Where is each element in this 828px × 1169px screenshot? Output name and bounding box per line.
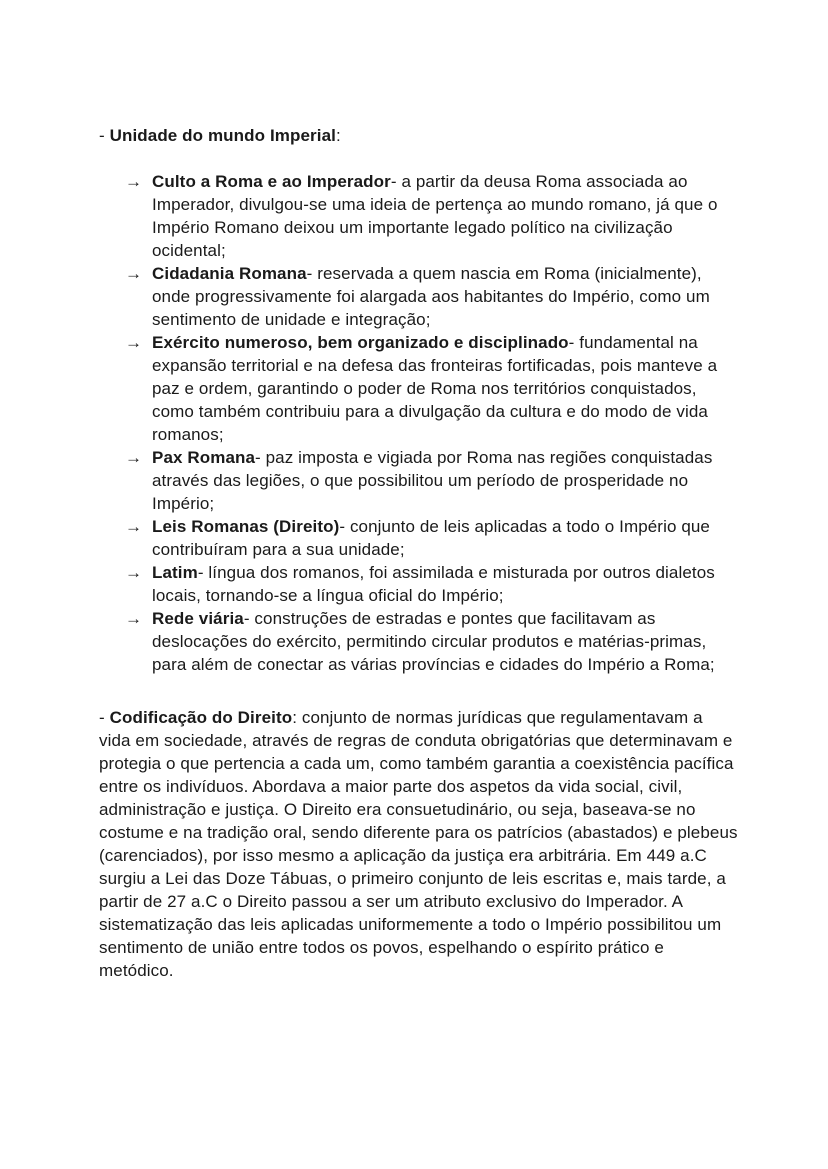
- bullet-description: - língua dos romanos, foi assimilada e misturada por outros dialetos locais, tornando-se a língua oficial do Império;: [152, 563, 715, 605]
- arrow-bullet-icon: →: [125, 517, 143, 536]
- heading-colon: :: [335, 126, 341, 145]
- list-item: [99, 331, 739, 446]
- paragraph-dash: -: [99, 708, 110, 727]
- bullet-description: - a partir da deusa Roma associada ao Imperador, divulgou-se uma ideia de pertença ao mundo romano, já que o Império Romano deixou um importante legado político na civilização ocidental;: [152, 172, 718, 260]
- arrow-bullet-icon: →: [125, 333, 143, 352]
- list-item: [99, 561, 739, 607]
- paragraph-codificacao-do-direito: [99, 706, 739, 982]
- list-item: [99, 170, 739, 262]
- list-item: [99, 607, 739, 676]
- list-item: [99, 262, 739, 331]
- bullet-term: Leis Romanas (Direito): [152, 517, 340, 536]
- bullet-description: - reservada a quem nascia em Roma (inicialmente), onde progressivamente foi alargada aos habitantes do Império, como um sentimento de unidade e integração;: [152, 264, 710, 329]
- page-content: [99, 124, 739, 982]
- section-heading: [99, 124, 739, 147]
- arrow-bullet-icon: →: [125, 448, 143, 467]
- arrow-bullet-icon: →: [125, 563, 143, 582]
- bullet-description: - construções de estradas e pontes que facilitavam as deslocações do exército, permitindo circular produtos e matérias-primas, para além de conectar as várias províncias e cidades do Império a Roma;: [152, 609, 715, 674]
- bullet-description: - conjunto de leis aplicadas a todo o Império que contribuíram para a sua unidade;: [152, 517, 710, 559]
- paragraph-body: : conjunto de normas jurídicas que regulamentavam a vida em sociedade, através de regras de conduta obrigatórias que determinavam e protegia o que pertencia a cada um, como também garantia a coexistência pacífica entre os indivíduos. Abordava a maior parte dos aspetos da vida social, civil, administração e justiça. O Direito era consuetudinário, ou seja, baseava-se no costume e na tradição oral, sendo diferente para os patrícios (abastados) e plebeus (carenciados), por isso mesmo a aplicação da justiça era arbitrária. Em 449 a.C surgiu a Lei das Doze Tábuas, o primeiro conjunto de leis escritas e, mais tarde, a partir de 27 a.C o Direito passou a ser um atributo exclusivo do Imperador. A sistematização das leis aplicadas uniformemente a todo o Império possibilitou um sentimento de união entre todos os povos, espelhando o espírito prático e metódico.: [99, 708, 738, 980]
- bullet-term: Culto a Roma e ao Imperador: [152, 172, 391, 191]
- heading-title: Unidade do mundo Imperial: [109, 126, 336, 145]
- topic-list: [99, 170, 739, 676]
- heading-dash: -: [99, 126, 110, 145]
- bullet-description: - paz imposta e vigiada por Roma nas regiões conquistadas através das legiões, o que possibilitou um período de prosperidade no Império;: [152, 448, 713, 513]
- bullet-term: Exército numeroso, bem organizado e disciplinado: [152, 333, 569, 352]
- arrow-bullet-icon: →: [125, 264, 143, 283]
- bullet-term: Rede viária: [152, 609, 244, 628]
- arrow-bullet-icon: →: [125, 172, 143, 191]
- bullet-term: Latim: [152, 563, 198, 582]
- bullet-description: - fundamental na expansão territorial e na defesa das fronteiras fortificadas, pois manteve a paz e ordem, garantindo o poder de Roma nos territórios conquistados, como também contribuiu para a divulgação da cultura e do modo de vida romanos;: [152, 333, 718, 444]
- bullet-term: Cidadania Romana: [152, 264, 307, 283]
- arrow-bullet-icon: →: [125, 609, 143, 628]
- bullet-term: Pax Romana: [152, 448, 256, 467]
- paragraph-term: Codificação do Direito: [109, 708, 293, 727]
- list-item: [99, 515, 739, 561]
- list-item: [99, 446, 739, 515]
